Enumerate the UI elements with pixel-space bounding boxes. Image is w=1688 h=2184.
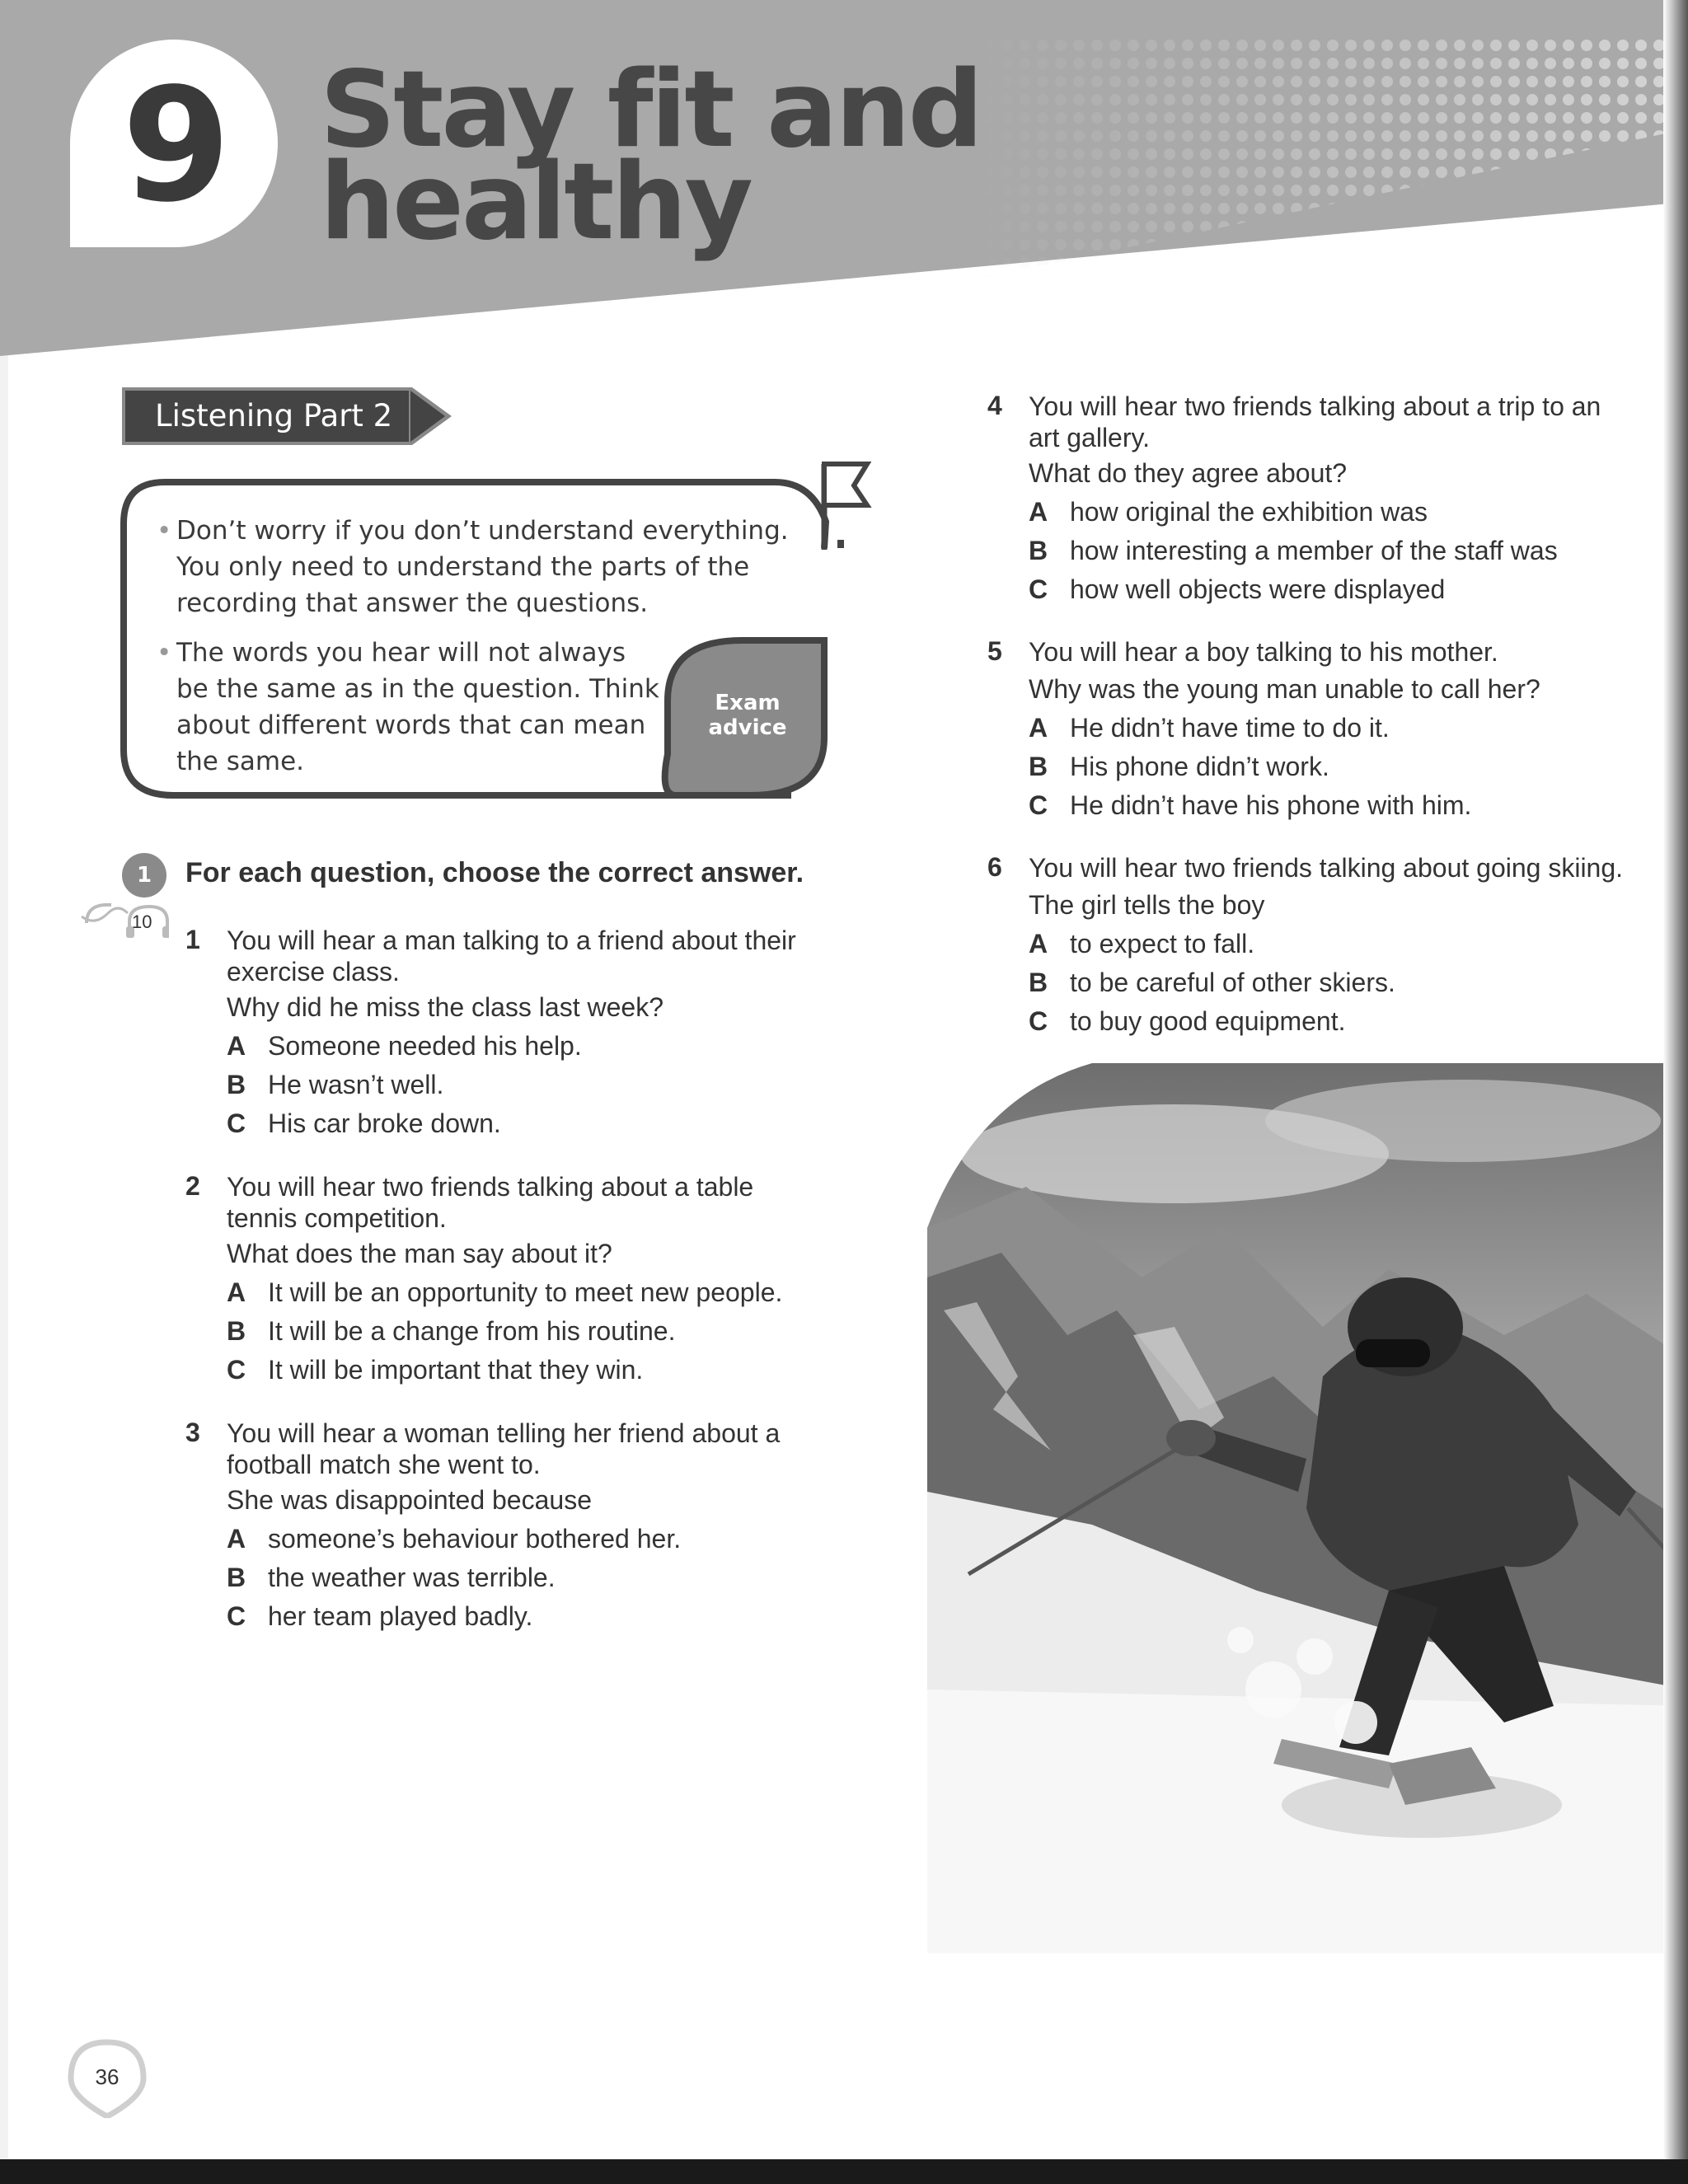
question-stem-line: You will hear a boy talking to his mother. bbox=[1029, 637, 1498, 667]
question-prompt: What do they agree about? bbox=[1029, 458, 1348, 488]
exam-advice-label-line1: Exam bbox=[715, 691, 781, 715]
option-text: It will be an opportunity to meet new people. bbox=[268, 1277, 783, 1307]
audio-track-number: 10 bbox=[132, 912, 152, 932]
advice-tip-2 bbox=[157, 635, 659, 780]
option-text: to expect to fall. bbox=[1070, 929, 1255, 958]
option-letter: A bbox=[1029, 929, 1048, 958]
question-prompt: What does the man say about it? bbox=[227, 1239, 612, 1268]
question-prompt: The girl tells the boy bbox=[1029, 890, 1265, 920]
question-stem bbox=[227, 1171, 753, 1234]
option-a bbox=[1029, 927, 1254, 960]
question-number: 5 bbox=[987, 636, 1002, 666]
question-stem bbox=[227, 1418, 780, 1480]
question-stem-line: art gallery. bbox=[1029, 423, 1151, 452]
skier-photo bbox=[927, 1063, 1688, 1953]
option-text: to buy good equipment. bbox=[1070, 1006, 1346, 1036]
option-text: how well objects were displayed bbox=[1070, 574, 1446, 604]
option-letter: B bbox=[1029, 968, 1048, 997]
option-text: Someone needed his help. bbox=[268, 1031, 582, 1061]
option-c bbox=[1029, 1005, 1345, 1038]
question-stem-line: You will hear two friends talking about going skiing. bbox=[1029, 853, 1624, 883]
unit-number: 9 bbox=[121, 54, 227, 237]
option-letter: C bbox=[227, 1601, 246, 1631]
option-letter: C bbox=[227, 1108, 246, 1138]
option-letter: B bbox=[227, 1563, 246, 1592]
option-letter: A bbox=[227, 1524, 246, 1554]
question-prompt: Why was the young man unable to call her? bbox=[1029, 674, 1540, 704]
option-text: He wasn’t well. bbox=[268, 1070, 444, 1099]
option-letter: A bbox=[1029, 713, 1048, 743]
section-tag bbox=[122, 387, 412, 445]
option-c bbox=[1029, 789, 1471, 822]
question-3 bbox=[185, 1418, 861, 1640]
option-text: He didn’t have time to do it. bbox=[1070, 713, 1390, 743]
option-letter: C bbox=[1029, 574, 1048, 604]
unit-title-line2: healthy bbox=[320, 141, 751, 264]
option-letter: B bbox=[227, 1316, 246, 1346]
option-a bbox=[1029, 711, 1390, 744]
question-1 bbox=[185, 925, 861, 1147]
advice-tip-1 bbox=[157, 513, 789, 621]
option-text: His phone didn’t work. bbox=[1070, 752, 1329, 781]
option-text: He didn’t have his phone with him. bbox=[1070, 790, 1472, 820]
option-text: It will be important that they win. bbox=[268, 1355, 644, 1385]
question-stem bbox=[1029, 636, 1498, 668]
question-number: 2 bbox=[185, 1171, 200, 1201]
question-6 bbox=[987, 852, 1663, 1050]
option-letter: A bbox=[227, 1031, 246, 1061]
option-a bbox=[1029, 495, 1428, 528]
option-text: someone’s behaviour bothered her. bbox=[268, 1524, 682, 1554]
option-text: how original the exhibition was bbox=[1070, 497, 1428, 527]
unit-title-line1: Stay fit and bbox=[320, 49, 982, 171]
exam-advice-label bbox=[669, 691, 826, 740]
option-b bbox=[1029, 750, 1329, 783]
question-stem-line: exercise class. bbox=[227, 957, 400, 987]
advice-tip-2-line: be the same as in the question. Think bbox=[176, 674, 659, 704]
option-letter: A bbox=[227, 1277, 246, 1307]
question-number: 6 bbox=[987, 852, 1002, 882]
option-text: how interesting a member of the staff was bbox=[1070, 536, 1558, 565]
question-prompt: Why did he miss the class last week? bbox=[227, 992, 663, 1022]
question-2 bbox=[185, 1171, 861, 1394]
option-a bbox=[227, 1029, 582, 1062]
question-4 bbox=[987, 391, 1647, 613]
option-b bbox=[227, 1561, 556, 1594]
flag-icon bbox=[816, 457, 874, 552]
question-stem-line: You will hear two friends talking about a trip to an bbox=[1029, 391, 1601, 421]
option-text: to be careful of other skiers. bbox=[1070, 968, 1395, 997]
bullet-icon: • bbox=[157, 638, 172, 668]
option-letter: C bbox=[227, 1355, 246, 1385]
question-stem-line: You will hear a man talking to a friend about their bbox=[227, 926, 796, 955]
option-c bbox=[1029, 573, 1445, 606]
option-letter: B bbox=[227, 1070, 246, 1099]
option-b bbox=[227, 1068, 443, 1101]
option-c bbox=[227, 1600, 532, 1633]
option-a bbox=[227, 1522, 681, 1555]
section-tag-label: Listening Part 2 bbox=[155, 398, 393, 434]
question-number: 4 bbox=[987, 391, 1002, 420]
page-bottom-edge bbox=[0, 2159, 1688, 2184]
exercise-instruction: For each question, choose the correct answer. bbox=[185, 857, 804, 888]
option-letter: C bbox=[1029, 790, 1048, 820]
advice-tip-1-line: Don’t worry if you don’t understand everything. bbox=[176, 516, 789, 546]
option-letter: A bbox=[1029, 497, 1048, 527]
advice-tip-2-line: The words you hear will not always bbox=[176, 638, 626, 668]
question-number: 1 bbox=[185, 925, 200, 954]
question-stem bbox=[227, 925, 796, 987]
option-a bbox=[227, 1276, 782, 1309]
question-5 bbox=[987, 636, 1647, 834]
advice-tip-2-line: about different words that can mean bbox=[176, 710, 646, 740]
headphones-icon bbox=[78, 898, 169, 940]
advice-tip-1-line: recording that answer the questions. bbox=[176, 588, 649, 618]
option-letter: B bbox=[1029, 536, 1048, 565]
option-text: her team played badly. bbox=[268, 1601, 533, 1631]
question-stem bbox=[1029, 852, 1623, 883]
option-text: His car broke down. bbox=[268, 1108, 501, 1138]
option-b bbox=[227, 1315, 675, 1347]
option-b bbox=[1029, 966, 1395, 999]
option-c bbox=[227, 1353, 643, 1386]
page-number: 36 bbox=[95, 2064, 120, 2089]
option-text: the weather was terrible. bbox=[268, 1563, 556, 1592]
option-letter: C bbox=[1029, 1006, 1048, 1036]
unit-number-badge bbox=[70, 40, 278, 247]
question-stem-line: tennis competition. bbox=[227, 1203, 447, 1233]
question-stem-line: You will hear a woman telling her friend about a bbox=[227, 1418, 781, 1448]
question-stem-line: football match she went to. bbox=[227, 1450, 541, 1479]
option-c bbox=[227, 1107, 501, 1140]
page-right-edge bbox=[1663, 0, 1688, 2184]
advice-tip-2-line: the same. bbox=[176, 747, 304, 776]
option-b bbox=[1029, 534, 1558, 567]
bullet-icon: • bbox=[157, 516, 172, 546]
exam-advice-label-line2: advice bbox=[708, 715, 787, 740]
question-number: 3 bbox=[185, 1418, 200, 1447]
option-letter: B bbox=[1029, 752, 1048, 781]
question-prompt: She was disappointed because bbox=[227, 1485, 592, 1515]
advice-tip-1-line: You only need to understand the parts of the bbox=[176, 552, 750, 582]
option-text: It will be a change from his routine. bbox=[268, 1316, 676, 1346]
question-stem bbox=[1029, 391, 1601, 453]
question-stem-line: You will hear two friends talking about a table bbox=[227, 1172, 754, 1202]
step-number-badge: 1 bbox=[122, 853, 166, 898]
